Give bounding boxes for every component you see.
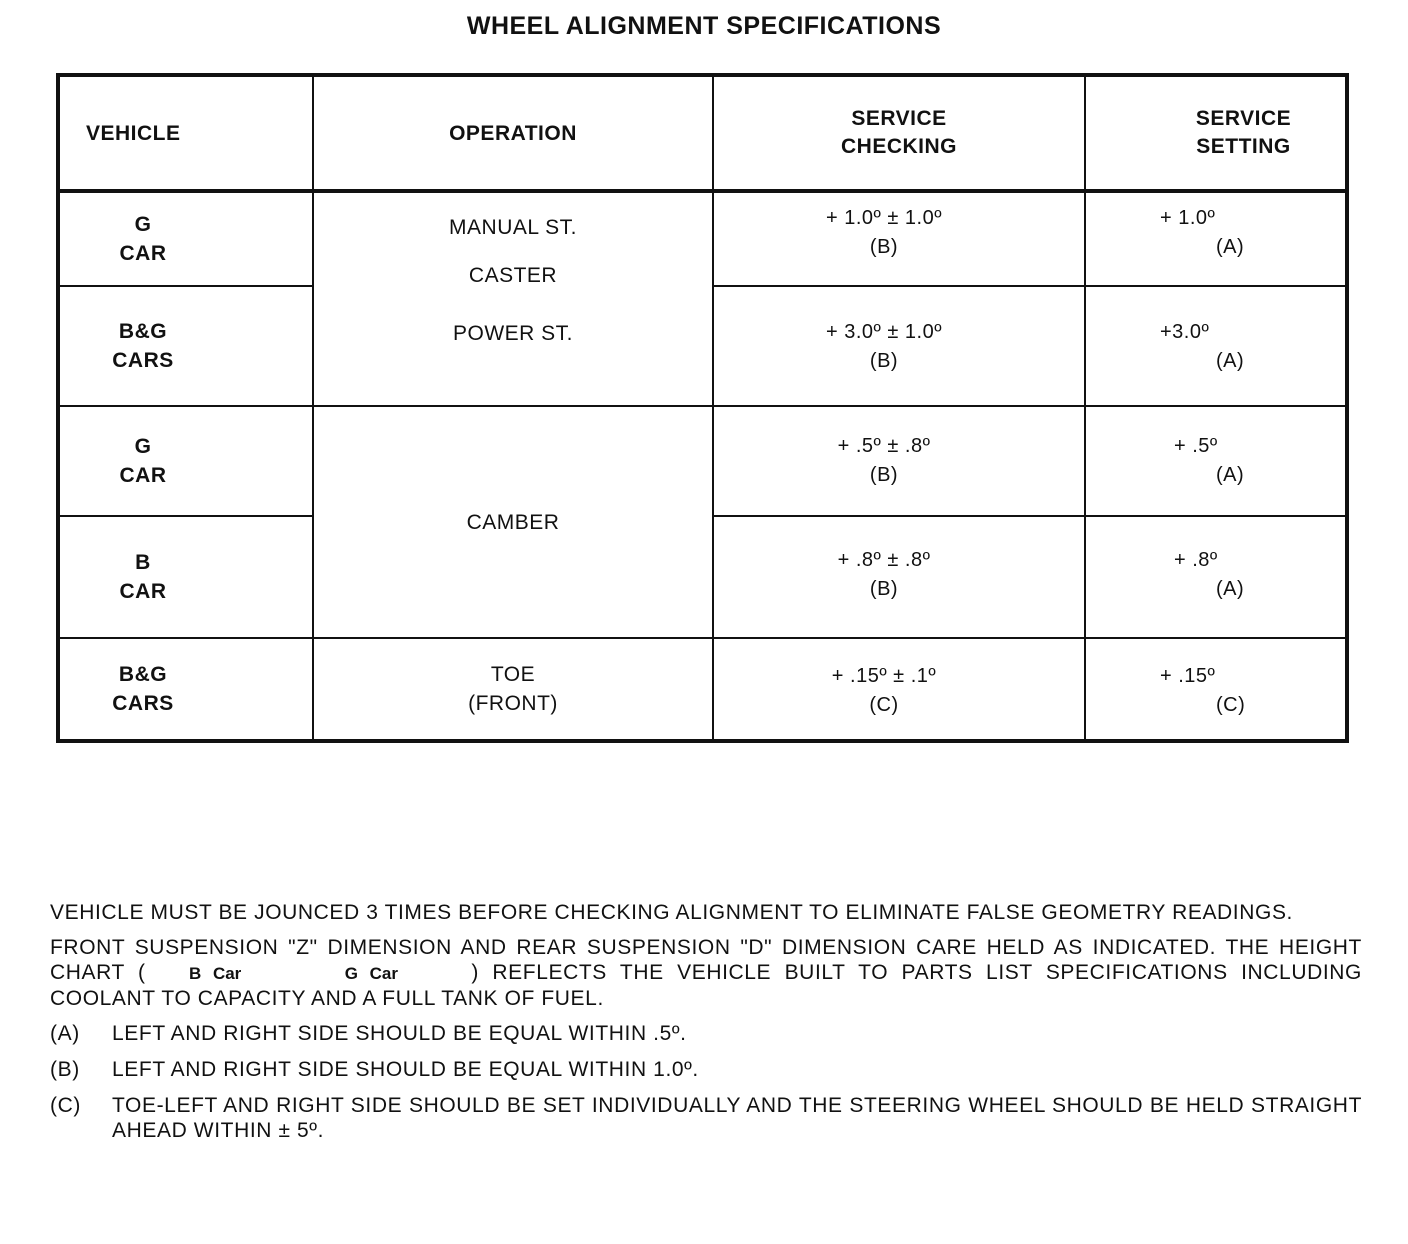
vehicle-cell [68, 407, 218, 515]
note-item [50, 1057, 1362, 1082]
checking-cell [714, 305, 1054, 389]
header-setting-line2: SETTING [1196, 135, 1291, 158]
setting-value: + .8º [1174, 549, 1218, 571]
setting-value: +3.0º [1160, 321, 1210, 343]
jounce-note: VEHICLE MUST BE JOUNCED 3 TIMES BEFORE CHECKING ALIGNMENT TO ELIMINATE FALSE GEOMETRY READINGS. [50, 901, 1293, 924]
camber-label: CAMBER [466, 510, 560, 534]
vehicle-line2: CARS [112, 692, 174, 715]
header-operation-label: OPERATION [449, 121, 577, 145]
note-text: TOE-LEFT AND RIGHT SIDE SHOULD BE SET INDIVIDUALLY AND THE STEERING WHEEL SHOULD BE HELD STRAIGHT AHEAD WITHIN ± 5º. [112, 1094, 1362, 1142]
checking-cell [714, 419, 1054, 503]
setting-cell [1160, 649, 1310, 733]
operation-caster [314, 253, 712, 297]
b-car-reference: B Car [188, 964, 242, 983]
checking-note: (C) [869, 694, 899, 716]
vehicle-line1: B&G [118, 663, 168, 686]
power-steering-label: POWER ST. [452, 321, 573, 345]
setting-note: (C) [1216, 694, 1246, 716]
checking-note: (B) [869, 578, 899, 600]
header-rule [60, 189, 1345, 193]
checking-value: + 3.0º ± 1.0º [825, 321, 943, 343]
checking-value: + .15º ± .1º [831, 665, 937, 687]
checking-value: + 1.0º ± 1.0º [825, 207, 943, 229]
header-setting-line1: SERVICE [1195, 107, 1292, 130]
header-checking-line1: SERVICE [851, 107, 947, 130]
vehicle-line2: CAR [119, 464, 167, 487]
caster-label: CASTER [468, 263, 558, 287]
note-label: (B) [50, 1058, 80, 1081]
vehicle-cell [68, 287, 218, 405]
checking-cell [714, 533, 1054, 617]
vehicle-line1: G [134, 435, 152, 458]
suspension-text-b: ) REFLECTS THE VEHICLE BUILT TO PARTS LIST SPECIFICATIONS INCLUDING COOLANT TO CAPACITY AND A FULL TANK OF FUEL. [50, 961, 1362, 1010]
setting-value: + .15º [1160, 665, 1216, 687]
toe-front-label: (FRONT) [468, 692, 558, 715]
setting-note: (A) [1216, 236, 1245, 258]
g-car-reference: G Car [344, 964, 398, 983]
vehicle-line1: G [134, 213, 152, 236]
checking-note: (B) [869, 236, 899, 258]
checking-value: + .8º ± .8º [837, 549, 931, 571]
note-text: LEFT AND RIGHT SIDE SHOULD BE EQUAL WITHIN 1.0º. [112, 1058, 699, 1081]
note-item [50, 1021, 1362, 1046]
vehicle-line2: CARS [112, 349, 174, 372]
vehicle-line1: B [135, 551, 151, 574]
setting-note: (A) [1216, 464, 1245, 486]
toe-label: TOE [490, 663, 536, 686]
checking-note: (B) [869, 464, 899, 486]
suspension-note [50, 935, 1362, 1011]
operation-camber [314, 407, 712, 637]
vehicle-line1: B&G [118, 320, 168, 343]
operation-toe [314, 639, 712, 739]
manual-steering-label: MANUAL ST. [449, 215, 577, 239]
row-divider [712, 285, 1345, 287]
vehicle-cell [68, 639, 218, 739]
row-divider [712, 515, 1345, 517]
checking-value: + .5º ± .8º [837, 435, 931, 457]
header-vehicle [60, 77, 312, 189]
header-vehicle-label: VEHICLE [86, 121, 181, 145]
setting-note: (A) [1216, 578, 1245, 600]
vehicle-cell [68, 517, 218, 637]
setting-note: (A) [1216, 350, 1245, 372]
suspension-text-a: FRONT SUSPENSION "Z" DIMENSION AND REAR SUSPENSION "D" DIMENSION CARE HELD AS INDICATED. THE HEIGHT CHART ( [50, 936, 1362, 984]
header-service-checking [714, 77, 1084, 189]
checking-cell [714, 193, 1054, 273]
operation-power-steering [314, 311, 712, 355]
checking-note: (B) [869, 350, 899, 372]
operation-manual-steering [314, 205, 712, 249]
setting-cell [1160, 533, 1310, 617]
header-service-setting [1086, 77, 1345, 189]
setting-cell [1160, 193, 1310, 273]
setting-value: + .5º [1174, 435, 1218, 457]
note-label: (C) [50, 1094, 81, 1117]
vehicle-cell [68, 193, 218, 285]
vehicle-line2: CAR [119, 580, 167, 603]
vehicle-line2: CAR [119, 242, 167, 265]
note-text: LEFT AND RIGHT SIDE SHOULD BE EQUAL WITHIN .5º. [112, 1022, 687, 1045]
notes-section [50, 900, 1362, 1154]
note-label: (A) [50, 1022, 80, 1045]
alignment-spec-table [56, 73, 1349, 743]
checking-cell [714, 649, 1054, 733]
page-title: WHEEL ALIGNMENT SPECIFICATIONS [466, 12, 942, 40]
setting-value: + 1.0º [1160, 207, 1216, 229]
setting-cell [1160, 419, 1310, 503]
setting-cell [1160, 305, 1310, 389]
header-operation [314, 77, 712, 189]
header-checking-line2: CHECKING [840, 135, 957, 158]
note-item [50, 1093, 1362, 1143]
